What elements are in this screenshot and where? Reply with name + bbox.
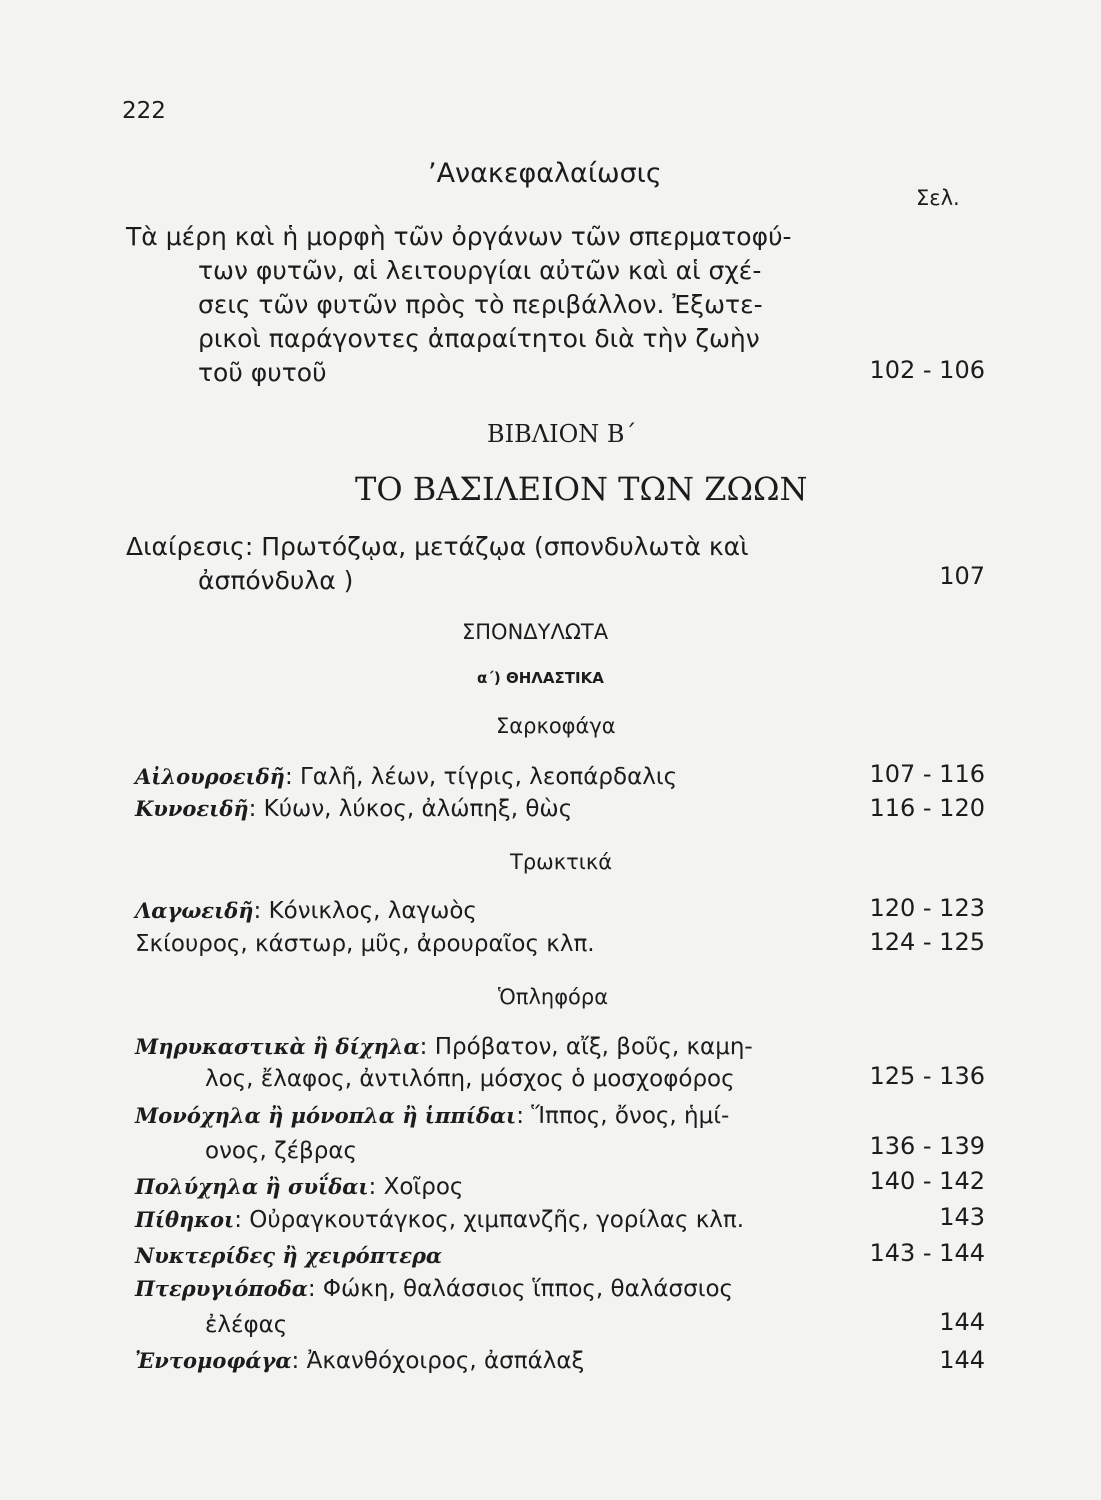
entry-term: Ἐντομοφάγα <box>135 1348 292 1373</box>
entry-term: Πολύχηλα ἢ συΐδαι <box>135 1174 369 1199</box>
recap-line: τοῦ φυτοῦ <box>198 358 327 387</box>
entry <box>135 1276 733 1302</box>
entry-text: : Πρόβατον, αἴξ, βοῦς, καμη- <box>419 1034 753 1060</box>
section-heading: ΣΠΟΝΔΥΛΩΤΑ <box>462 620 609 644</box>
entry-continuation: λος, ἔλαφος, ἀντιλόπη, μόσχος ὁ μοσχοφόρος <box>205 1066 735 1092</box>
kingdom-heading: ΤΟ ΒΑΣΙΛΕΙΟΝ ΤΩΝ ΖΩΩΝ <box>355 470 808 508</box>
entry-text: : Ἵππος, ὄνος, ἡμί- <box>516 1103 730 1129</box>
entry-term: Κυνοειδῆ <box>135 796 249 821</box>
entry-term: Πίθηκοι <box>135 1207 235 1232</box>
entry-term: Αἰλουροειδῆ <box>135 764 285 789</box>
recap-line: των φυτῶν, αἱ λειτουργίαι αὐτῶν καὶ αἱ σχέ- <box>198 256 762 285</box>
recap-pages: 102 - 106 <box>869 356 985 384</box>
group-heading: Τρωκτικά <box>510 850 613 874</box>
entry <box>135 1348 584 1374</box>
page-number: 222 <box>122 98 166 124</box>
entry <box>135 1103 729 1129</box>
entry <box>135 1034 753 1060</box>
entry-text: : Φώκη, θαλάσσιος ἵππος, θαλάσσιος <box>307 1276 734 1302</box>
page-column-label: Σελ. <box>916 186 960 210</box>
entry-term: Πτερυγιόποδα <box>135 1276 308 1301</box>
entry-text: : Ἀκανθόχοιρος, ἀσπάλαξ <box>291 1348 585 1374</box>
entry-pages: 116 - 120 <box>869 794 985 822</box>
recap-line: σεις τῶν φυτῶν πρὸς τὸ περιβάλλον. Ἐξωτε- <box>198 290 763 319</box>
entry-pages: 140 - 142 <box>869 1167 985 1195</box>
entry-text: : Χοῖρος <box>368 1174 464 1200</box>
subsection-heading: α΄) ΘΗΛΑΣΤΙΚΑ <box>477 669 604 687</box>
book-heading: ΒΙΒΛΙΟΝ Β΄ <box>487 420 637 448</box>
entry-pages: 143 - 144 <box>869 1239 985 1267</box>
division-line: Διαίρεσις: Πρωτόζῳα, μετάζῳα (σπονδυλωτὰ καὶ <box>126 532 749 561</box>
entry-continuation: ονος, ζέβρας <box>205 1138 357 1164</box>
entry-pages: 120 - 123 <box>869 894 985 922</box>
entry-pages: 143 <box>939 1203 985 1231</box>
entry <box>135 931 595 957</box>
entry-continuation: ἐλέφας <box>205 1312 288 1338</box>
entry <box>135 1207 744 1233</box>
entry <box>135 898 477 924</box>
entry-pages: 124 - 125 <box>869 928 985 956</box>
entry-term: Μηρυκαστικὰ ἢ δίχηλα <box>135 1034 420 1059</box>
entry-pages: 136 - 139 <box>869 1132 985 1160</box>
entry-text: : Κύων, λύκος, ἀλώπηξ, θὼς <box>248 796 573 822</box>
entry <box>135 764 677 790</box>
recap-heading: ʼΑνακεφαλαίωσις <box>428 158 662 189</box>
entry <box>135 796 572 822</box>
division-pages: 107 <box>939 562 985 590</box>
entry-text: : Κόνικλος, λαγωὸς <box>253 898 477 924</box>
entry-term: Μονόχηλα ἢ μόνοπλα ἢ ἱππίδαι <box>135 1103 517 1128</box>
entry-pages: 144 <box>939 1308 985 1336</box>
entry-pages: 107 - 116 <box>869 760 985 788</box>
entry-term: Νυκτερίδες ἢ χειρόπτερα <box>135 1243 443 1268</box>
group-heading: Ὁπληφόρα <box>498 985 609 1009</box>
entry-pages: 144 <box>939 1346 985 1374</box>
entry-text: : Οὐραγκουτάγκος, χιμπανζῆς, γορίλας κλπ. <box>234 1207 745 1233</box>
entry <box>135 1174 463 1200</box>
entry-text: Σκίουρος, κάστωρ, μῦς, ἀρουραῖος κλπ. <box>135 931 595 957</box>
entry-pages: 125 - 136 <box>869 1062 985 1090</box>
group-heading: Σαρκοφάγα <box>496 714 616 738</box>
entry-text: : Γαλῆ, λέων, τίγρις, λεοπάρδαλις <box>284 764 678 790</box>
division-line: ἀσπόνδυλα ) <box>198 566 354 595</box>
entry <box>135 1243 442 1269</box>
recap-line: ρικοὶ παράγοντες ἀπαραίτητοι διὰ τὴν ζωὴν <box>198 324 760 353</box>
entry-term: Λαγωειδῆ <box>135 898 254 923</box>
recap-line: Τὰ μέρη καὶ ἡ μορφὴ τῶν ὀργάνων τῶν σπερματοφύ- <box>126 222 792 251</box>
